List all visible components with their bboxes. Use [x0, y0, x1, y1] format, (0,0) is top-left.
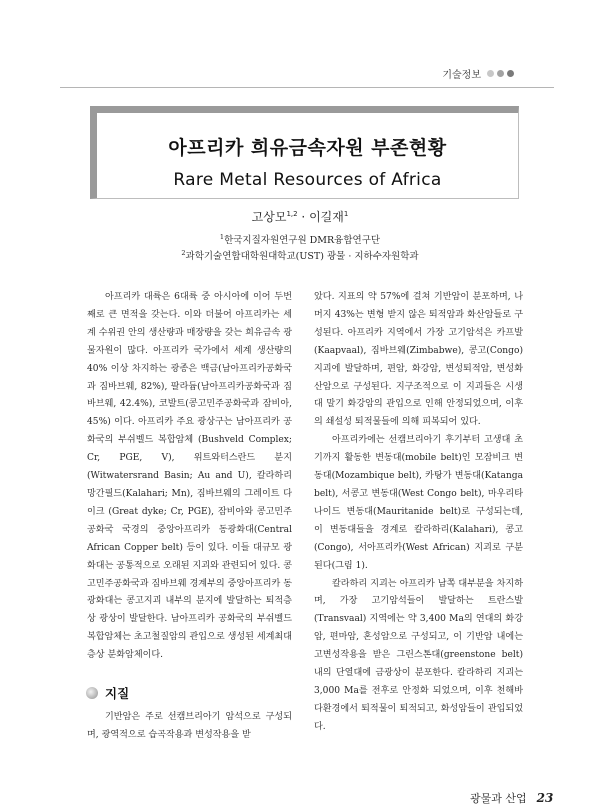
category-header: [442, 66, 514, 81]
author-name: 이길재: [309, 210, 344, 224]
author-name: 고상모: [251, 210, 287, 224]
page-number: 23: [536, 791, 554, 805]
body-paragraph: 칼라하리 지괴는 아프리카 남쪽 대부분을 차지하며, 가장 고기암석들이 발달하는 트란스발(Transvaal) 지역에는 약 3,400 Ma의 연대의 화강암, 편마암, 혼성암으로 구성되고, 이 기반암 내에는 고변성작용을 받은 그린스톤대(greenstone belt) 내의 단열대에 금광상이 분포한다. 칼라하리 지괴는 3,000 Ma를 전후로 안정화 되었으며, 이후 천해바다환경에서 퇴적물이 퇴적되고, 화성암들이 관입되었다.: [314, 578, 523, 732]
body-paragraph: 아프리카에는 선캠브리아기 후기부터 고생대 초기까지 활동한 변동대(mobile belt)인 모잠비크 변동대(Mozambique belt), 카탕가 변동대(Katanga belt), 서콩고 변동대(West Congo belt), 마우리타나이드 변동대(Mauritanide belt)로 구성되는데, 이 변동대들을 경계로 칼라하리(Kalahari), 콩고(Congo), 서아프리카(West African) 지괴로 구분된다(그림 1).: [314, 435, 523, 571]
body-paragraph: 기반암은 주로 선캠브리아기 암석으로 구성되며, 광역적으로 습곡작용과 변성작용을 받: [87, 712, 292, 740]
dot-icon: [497, 70, 504, 77]
header-divider: [60, 87, 554, 88]
body-paragraph: 았다. 지표의 약 57%에 걸쳐 기반암이 분포하며, 나머지 43%는 변형 받지 않은 퇴적암과 화산암들로 구성된다. 아프리카 지역에서 가장 고기암석은 카프발(Kaapvaal), 짐바브웨(Zimbabwe), 콩고(Congo) 지괴에 발달하며, 편암, 화강암, 변성퇴적암, 변성화산암으로 구성된다. 지구조적으로 이 지괴들은 시생대 말기 화강암의 관입으로 인해 안정되었으며, 이후의 쇄설성 퇴적물들에 의해 피복되어 있다.: [314, 292, 523, 428]
author-affiliation-marker: 1,2: [286, 210, 298, 218]
dot-icon: [487, 70, 494, 77]
body-paragraph: 아프리카 대륙은 6대륙 중 아시아에 이어 두번째로 큰 면적을 갖는다. 이와 더불어 아프리카는 세계 수위권 안의 생산량과 매장량을 갖는 희유금속 광물자원이 많다. 아프리카 국가에서 세계 생산량의 40% 이상 차지하는 광종은 백금(남아프리카공화국과 짐바브웨, 82%), 팔라듐(남아프리카공화국과 짐바브웨, 42.4%), 코발트(콩고민주공화국과 잠비아, 45%) 이다. 아프리카 주요 광상구는 남아프리카 공화국의 부쉬벨드 복합암체 (Bushveld Complex; Cr, PGE, V), 위트와터스란드 분지 (Witwatersrand Basin; Au and U), 칼라하리 망간필드(Kalahari; Mn), 짐바브웨의 그레이트 다이크 (Great dyke; Cr, PGE), 잠비아와 콩고민주공화국 국경의 중앙아프리카 동광화대(Central African Copper belt) 등이 있다. 이들 대규모 광화대는 공통적으로 오래된 지괴와 관련되어 있다. 콩고민주공화국과 짐바브웨 경계부의 중앙아프리카 동광화대는 콩고지괴 내부의 분지에 발달하는 퇴적층상 광상이 발달한다. 남아프리카 공화국의 부쉬벨드 복합암체는 초고철질암의 관입으로 생성된 세계최대 층상 분화암체이다.: [87, 292, 292, 661]
bullet-icon: [86, 687, 98, 699]
affiliation-text: 한국지질자원연구원 DMR융합연구단: [224, 235, 381, 246]
body-column-left: [87, 289, 292, 665]
section-heading: [86, 684, 129, 702]
category-label: 기술정보: [442, 70, 481, 81]
affiliation-2: [0, 248, 600, 262]
affiliation-marker: 2: [181, 248, 186, 257]
body-column-right: [314, 289, 523, 737]
page-footer: [470, 790, 553, 806]
journal-name: 광물과 산업: [470, 792, 527, 805]
author-separator: ·: [301, 210, 306, 224]
body-column-left-continued: [87, 709, 292, 745]
affiliation-marker: 1: [219, 232, 225, 241]
dot-icon: [507, 70, 514, 77]
author-line: [0, 208, 600, 225]
article-title-english: Rare Metal Resources of Africa: [173, 170, 442, 190]
author-affiliation-marker: 1: [343, 210, 349, 218]
affiliation-1: [0, 232, 600, 246]
decorative-dots: [487, 70, 514, 77]
affiliation-text: 과학기술연합대학원대학교(UST) 광물 · 지하수자원학과: [185, 251, 419, 262]
title-box: [90, 106, 519, 199]
article-title-korean: 아프리카 희유금속자원 부존현황: [168, 137, 447, 159]
section-title: 지질: [105, 686, 130, 701]
